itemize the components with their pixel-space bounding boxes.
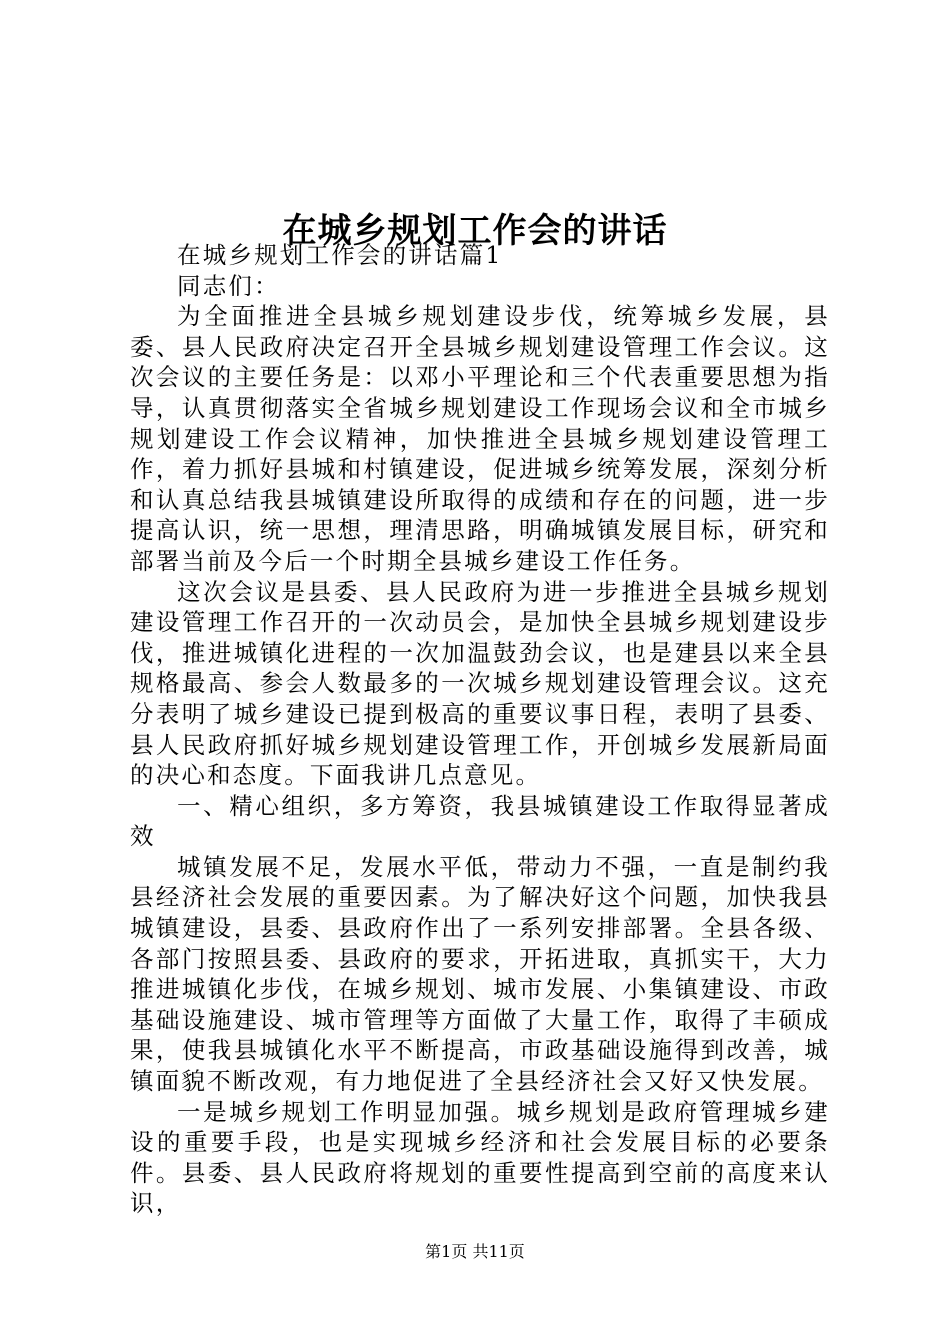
section-heading: 一、精心组织，多方筹资，我县城镇建设工作取得显著成效	[130, 791, 830, 851]
salutation: 同志们：	[177, 271, 280, 300]
paragraph: 一是城乡规划工作明显加强。城乡规划是政府管理城乡建设的重要手段，也是实现城乡经济和社会发展目标的必要条件。县委、县人民政府将规划的重要性提高到空前的高度来认识，	[130, 1097, 830, 1218]
paragraph: 这次会议是县委、县人民政府为进一步推进全县城乡规划建设管理工作召开的一次动员会，是加快全县城乡规划建设步伐，推进城镇化进程的一次加温鼓劲会议，也是建县以来全县规格最高、参会人数最多的一次城乡规划建设管理会议。这充分表明了城乡建设已提到极高的重要议事日程，表明了县委、县人民政府抓好城乡规划建设管理工作，开创城乡发展新局面的决心和态度。下面我讲几点意见。	[130, 577, 830, 790]
page-number-footer: 第1页 共11页	[425, 1242, 525, 1261]
paragraph: 城镇发展不足，发展水平低，带动力不强，一直是制约我县经济社会发展的重要因素。为了解决好这个问题，加快我县城镇建设，县委、县政府作出了一系列安排部署。全县各级、各部门按照县委、县政府的要求，开拓进取，真抓实干，大力推进城镇化步伐，在城乡规划、城市发展、小集镇建设、市政基础设施建设、城市管理等方面做了大量工作，取得了丰硕成果，使我县城镇化水平不断提高，市政基础设施得到改善，城镇面貌不断改观，有力地促进了全县经济社会又好又快发展。	[130, 852, 830, 1096]
document-subtitle: 在城乡规划工作会的讲话篇1	[177, 241, 503, 269]
paragraph: 为全面推进全县城乡规划建设步伐，统筹城乡发展，县委、县人民政府决定召开全县城乡规划建设管理工作会议。这次会议的主要任务是：以邓小平理论和三个代表重要思想为指导，认真贯彻落实全省城乡规划建设工作现场会议和全市城乡规划建设工作会议精神，加快推进全县城乡规划建设管理工作，着力抓好县城和村镇建设，促进城乡统筹发展，深刻分析和认真总结我县城镇建设所取得的成绩和存在的问题，进一步提高认识，统一思想，理清思路，明确城镇发展目标，研究和部署当前及今后一个时期全县城乡建设工作任务。	[130, 302, 830, 575]
document-title: 在城乡规划工作会的讲话	[282, 210, 668, 251]
document-body	[130, 240, 830, 1219]
